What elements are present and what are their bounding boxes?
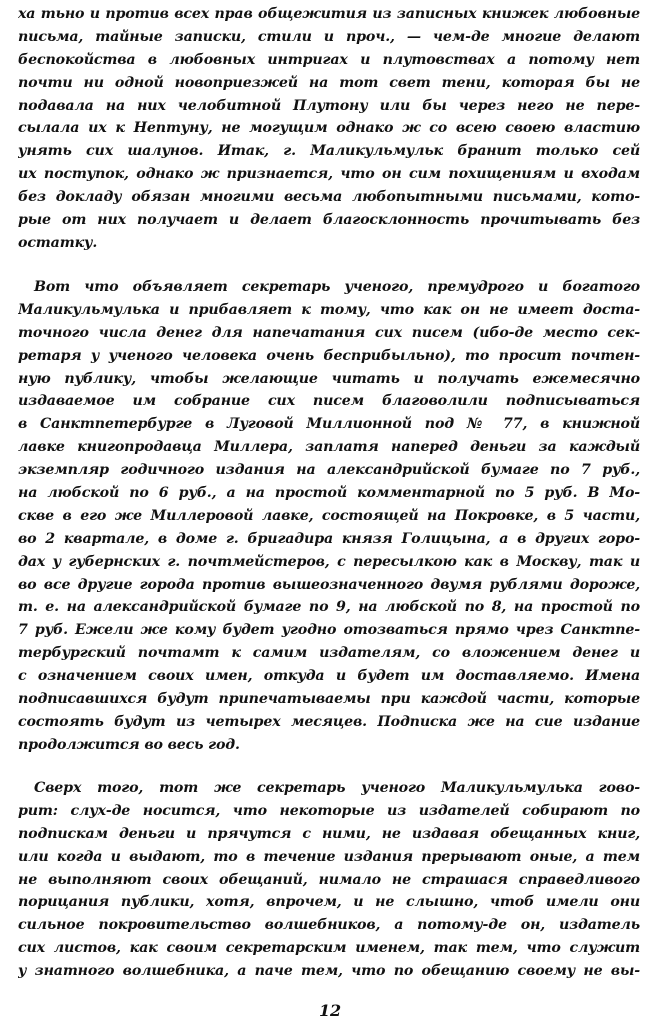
- text-line: или когда и выдают, то в течение издания прерывают оные, а тем: [18, 848, 640, 865]
- text-line: без докладу обязан многими весьма любопытными письмами, кото-: [18, 189, 640, 206]
- text-line: подписавшихся будут припечатываемы при каждой части, которые: [18, 691, 640, 708]
- text-line: сылала их к Нептуну, не могущим однако ж со всею своею властию: [18, 120, 640, 137]
- text-line: во 2 квартале, в доме г. бригадира князя Голицына, а в других горо-: [18, 530, 640, 547]
- text-line: ретаря у ученого человека очень бесприбыльно), то просит почтен-: [18, 347, 640, 364]
- text-line: ную публику, чтобы желающие читать и получать ежемесячно: [18, 370, 640, 387]
- paragraph-3: [18, 777, 640, 983]
- text-line: почти ни одной новоприезжей на тот свет тени, которая бы не: [18, 74, 640, 91]
- text-line: в Санктпетербурге в Луговой Миллионной под № 77, в книжной: [18, 416, 640, 433]
- text-line: подпискам деньги и прячутся с ними, не издавая обещанных книг,: [18, 825, 640, 842]
- text-line: Вот что объявляет секретарь ученого, премудрого и богатого: [34, 279, 640, 295]
- text-line: т. е. на александрийской бумаге по 9, на любской по 8, на простой по: [18, 599, 640, 616]
- text-line: рые от них получает и делает благосклонность прочитывать без: [18, 212, 640, 229]
- text-line: их поступок, однако ж признается, что он сим похищениям и входам: [18, 166, 640, 183]
- text-line: беспокойства в любовных интригах и плутовствах а потому нет: [18, 51, 640, 68]
- text-line: экземпляр годичного издания на александрийской бумаге по 7 руб.,: [18, 462, 640, 479]
- text-line: сих листов, как своим секретарским именем, так тем, что служит: [18, 940, 640, 957]
- text-line: тербургский почтамт к самим издателям, со вложением денег и: [18, 645, 640, 662]
- text-line: сильное покровительство волшебников, а потому-де он, издатель: [18, 917, 640, 934]
- text-line: состоять будут из четырех месяцев. Подписка же на сие издание: [18, 713, 640, 730]
- text-line: остатку.: [18, 234, 98, 251]
- paragraph-1: [18, 3, 640, 255]
- text-line: у знатного волшебника, а паче тем, что по обещанию своему не вы-: [18, 963, 640, 980]
- text-line: дах у губернских г. почтмейстеров, с пересылкою как в Москву, так и: [18, 553, 640, 570]
- text-line: на любской по 6 руб., а на простой комментарной по 5 руб. В Мо-: [18, 485, 640, 502]
- text-line: Маликульмулька и прибавляет к тому, что как он не имеет доста-: [18, 301, 640, 318]
- text-line: порицания публики, хотя, впрочем, и не слышно, чтоб имели они: [18, 894, 640, 911]
- text-line: унять сих шалунов. Итак, г. Маликульмульк бранит только сей: [18, 143, 640, 160]
- text-line: рит: слух-де носится, что некоторые из издателей собирают по: [18, 802, 640, 819]
- text-line: письма, тайные записки, стили и проч., — чем-де многие делают: [18, 28, 640, 45]
- text-line: ха тьно и против всех прав общежития из записных книжек любовные: [18, 6, 640, 22]
- text-line: подавала на них челобитной Плутону или бы через него не пере-: [18, 97, 640, 114]
- text-line: скве в его же Миллеровой лавке, состоящей на Покровке, в 5 части,: [18, 507, 640, 524]
- text-line: издаваемое им собрание сих писем благоволили подписываться: [18, 393, 640, 410]
- text-line: 7 руб. Ежели же кому будет угодно отозваться прямо чрез Санктпе-: [18, 622, 640, 639]
- text-line: не выполняют своих обещаний, нимало не страшася справедливого: [18, 871, 640, 888]
- text-line: Сверх того, тот же секретарь ученого Маликульмулька гово-: [34, 780, 640, 796]
- page-number: 12: [319, 1001, 341, 1020]
- text-line: продолжится во весь год.: [18, 736, 240, 753]
- text-line: во все другие города против вышеозначенного двумя рублями дороже,: [18, 576, 640, 593]
- text-line: точного числа денег для напечатания сих писем (ибо-де место сек-: [18, 324, 640, 341]
- paragraph-2: [18, 276, 640, 757]
- text-line: лавке книгопродавца Миллера, заплатя наперед деньги за каждый: [18, 439, 640, 456]
- text-line: с означением своих имен, откуда и будет им доставляемо. Имена: [18, 668, 640, 685]
